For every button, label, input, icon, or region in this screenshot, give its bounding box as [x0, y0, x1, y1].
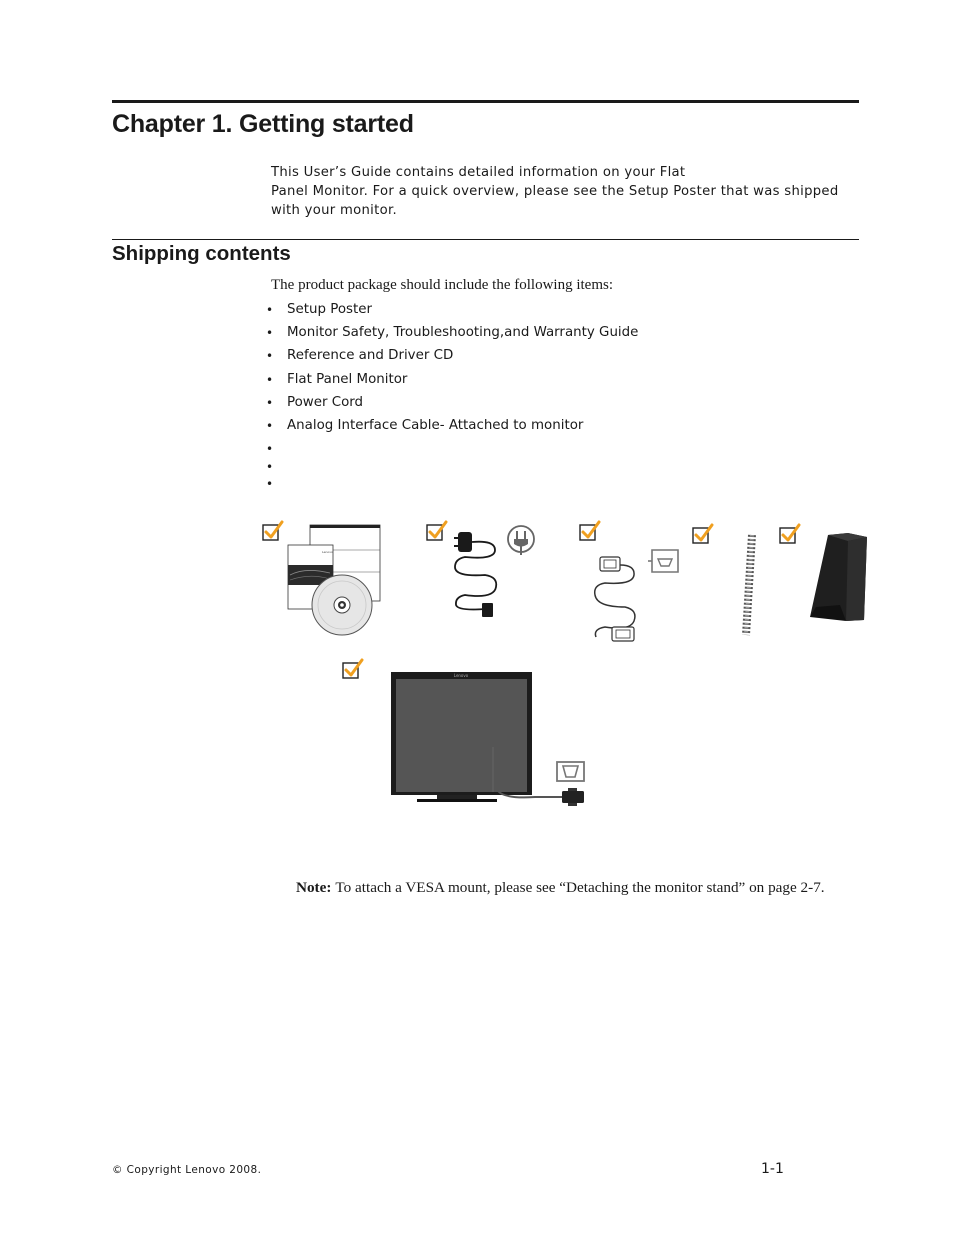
checkbox-icon — [427, 522, 446, 540]
list-item-label: Flat Panel Monitor — [287, 371, 408, 387]
list-item — [266, 416, 638, 439]
section-rule — [112, 239, 859, 240]
intro-line-2: Panel Monitor. For a quick overview, please see the Setup Poster that was shipped — [271, 184, 839, 199]
power-plug-icon — [508, 526, 534, 555]
intro-line-3: with your monitor. — [271, 203, 397, 218]
package-intro: The product package should include the following items: — [271, 277, 613, 293]
bullet-icon: • — [266, 349, 274, 364]
list-item-empty — [266, 474, 638, 492]
cable-tie-icon — [746, 535, 752, 635]
checkbox-icon — [263, 522, 282, 540]
list-item-label: Reference and Driver CD — [287, 348, 454, 364]
monitor-brand-text: Lenovo — [453, 673, 469, 678]
poster-brand-text: Lenovo — [322, 550, 333, 554]
list-item-label: Power Cord — [287, 394, 364, 410]
bullet-icon: • — [266, 418, 274, 433]
checkbox-icon — [780, 525, 799, 543]
list-item-empty — [266, 457, 638, 475]
list-item — [266, 323, 638, 346]
checkbox-icon — [343, 660, 362, 678]
checkbox-icon — [693, 525, 712, 543]
bullet-icon: • — [266, 477, 274, 492]
list-item-label: Analog Interface Cable- Attached to monitor — [287, 417, 584, 433]
vga-port-icon — [648, 550, 678, 572]
footer-page-number: 1-1 — [761, 1161, 784, 1177]
shipping-contents-list — [266, 300, 638, 492]
list-item-label: Setup Poster — [287, 302, 372, 317]
checkbox-icon — [580, 522, 599, 540]
vga-port-icon — [557, 762, 584, 781]
bullet-icon: • — [266, 459, 274, 474]
intro-line-1: This User’s Guide contains detailed information on your Flat — [271, 165, 686, 180]
footer-copyright: © Copyright Lenovo 2008. — [112, 1164, 262, 1176]
note-label: Note: — [296, 879, 332, 896]
list-item — [266, 393, 638, 416]
list-item — [266, 300, 638, 323]
cd-disc-icon — [312, 575, 372, 635]
list-item — [266, 346, 638, 369]
list-item — [266, 370, 638, 393]
chapter-intro — [271, 163, 861, 220]
note — [296, 878, 878, 898]
bullet-icon: • — [266, 395, 274, 410]
bullet-icon: • — [266, 303, 274, 317]
analog-cable-icon — [595, 557, 635, 641]
note-text: To attach a VESA mount, please see “Detaching the monitor stand” on page 2-7. — [335, 879, 825, 896]
bullet-icon: • — [266, 372, 274, 387]
section-title: Shipping contents — [112, 242, 291, 265]
list-item-label: Monitor Safety, Troubleshooting,and Warranty Guide — [287, 325, 639, 341]
shipping-contents-illustration — [250, 515, 890, 815]
list-item-empty — [266, 439, 638, 457]
bullet-icon: • — [266, 326, 274, 341]
chapter-title: Chapter 1. Getting started — [112, 110, 414, 138]
chapter-rule — [112, 100, 859, 103]
bullet-icon: • — [266, 442, 274, 457]
cable-cover-icon — [810, 533, 867, 621]
monitor-icon — [391, 672, 584, 806]
power-cord-icon — [454, 532, 496, 617]
